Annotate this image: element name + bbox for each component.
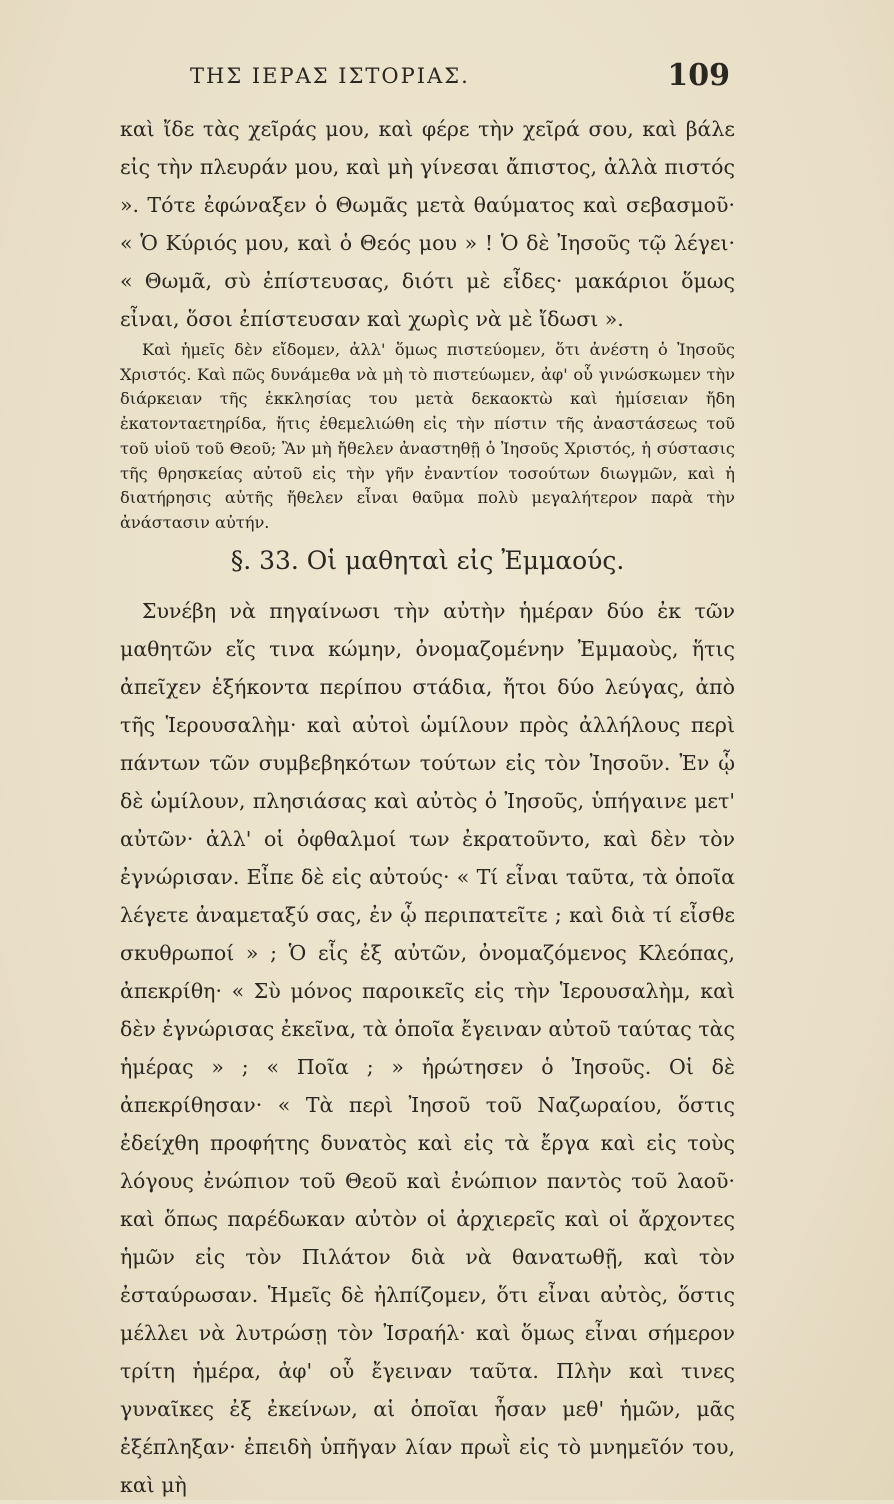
page-header: [120, 58, 740, 98]
page-number: 109: [667, 58, 730, 93]
paragraph-continuation: καὶ ἴδε τὰς χεῖράς μου, καὶ φέρε τὴν χεῖρά σου, καὶ βάλε εἰς τὴν πλευράν μου, καὶ μὴ γίνεσαι ἄπιστος, ἀλλὰ πιστός ». Τότε ἐφώναξεν ὁ Θωμᾶς μετὰ θαύματος καὶ σεβασμοῦ· « Ὁ Κύριός μου, καὶ ὁ Θεός μου » ! Ὁ δὲ Ἰησοῦς τῷ λέγει· « Θωμᾶ, σὺ ἐπίστευσας, διότι μὲ εἶδες· μακάριοι ὅμως εἶναι, ὅσοι ἐπίστευσαν καὶ χωρὶς νὰ μὲ ἴδωσι ».: [120, 117, 735, 331]
paragraph-commentary: Καὶ ἡμεῖς δὲν εἴδομεν, ἀλλ' ὅμως πιστεύομεν, ὅτι ἀνέστη ὁ Ἰησοῦς Χριστός. Καὶ πῶς δυνάμεθα νὰ μὴ τὸ πιστεύωμεν, ἀφ' οὗ γινώσκωμεν τὴν διάρκειαν τῆς ἐκκλησίας του μετὰ δεκαοκτὼ καὶ ἡμίσειαν ἤδη ἑκατονταετηρίδα, ἥτις ἐθεμελιώθη εἰς τὴν πίστιν τῆς ἀναστάσεως τοῦ τοῦ υἱοῦ τοῦ Θεοῦ; Ἂν μὴ ἤθελεν ἀναστηθῇ ὁ Ἰησοῦς Χριστός, ἡ σύστασις τῆς θρησκείας αὐτοῦ εἰς τὴν γῆν ἐναντίον τοσούτων διωγμῶν, καὶ ἡ διατήρησις αὐτῆς ἤθελεν εἶναι θαῦμα πολὺ μεγαλήτερον παρὰ τὴν ἀνάστασιν αὐτήν.: [120, 340, 735, 532]
section-body: Συνέβη νὰ πηγαίνωσι τὴν αὐτὴν ἡμέραν δύο ἐκ τῶν μαθητῶν εἴς τινα κώμην, ὀνομαζομένην Ἐμμαοὺς, ἥτις ἀπεῖχεν ἑξήκοντα περίπου στάδια, ἤτοι δύο λεύγας, ἀπὸ τῆς Ἱερουσαλὴμ· καὶ αὐτοὶ ὡμίλουν πρὸς ἀλλήλους περὶ πάντων τῶν συμβεβηκότων τούτων εἰς τὸν Ἰησοῦν. Ἐν ᾧ δὲ ὡμίλουν, πλησιάσας καὶ αὐτὸς ὁ Ἰησοῦς, ὑπήγαινε μετ' αὐτῶν· ἀλλ' οἱ ὀφθαλμοί των ἐκρατοῦντο, καὶ δὲν τὸν ἐγνώρισαν. Εἶπε δὲ εἰς αὐτούς· « Τί εἶναι ταῦτα, τὰ ὁποῖα λέγετε ἀναμεταξύ σας, ἐν ᾧ περιπατεῖτε ; καὶ διὰ τί εἶσθε σκυθρωποί » ; Ὁ εἷς ἐξ αὐτῶν, ὀνομαζόμενος Κλεόπας, ἀπεκρίθη· « Σὺ μόνος παροικεῖς εἰς τὴν Ἱερουσαλὴμ, καὶ δὲν ἐγνώρισας ἐκεῖνα, τὰ ὁποῖα ἔγειναν αὐτοῦ ταύτας τὰς ἡμέρας » ; « Ποῖα ; » ἠρώτησεν ὁ Ἰησοῦς. Οἱ δὲ ἀπεκρίθησαν· « Τὰ περὶ Ἰησοῦ τοῦ Ναζωραίου, ὅστις ἐδείχθη προφήτης δυνατὸς καὶ εἰς τὰ ἔργα καὶ εἰς τοὺς λόγους ἐνώπιον τοῦ Θεοῦ καὶ ἐνώπιον παντὸς τοῦ λαοῦ· καὶ ὅπως παρέδωκαν αὐτὸν οἱ ἀρχιερεῖς καὶ οἱ ἄρχοντες ἡμῶν εἰς τὸν Πιλάτον διὰ νὰ θανατωθῇ, καὶ τὸν ἐσταύρωσαν. Ἡμεῖς δὲ ἠλπίζομεν, ὅτι εἶναι αὐτὸς, ὅστις μέλλει νὰ λυτρώσῃ τὸν Ἰσραήλ· καὶ ὅμως εἶναι σήμερον τρίτη ἡμέρα, ἀφ' οὗ ἔγειναν ταῦτα. Πλὴν καὶ τινες γυναῖκες ἐξ ἐκείνων, αἱ ὁποῖαι ἦσαν μεθ' ἡμῶν, μᾶς ἐξέπληξαν· ἐπειδὴ ὑπῆγαν λίαν πρωῒ εἰς τὸ μνημεῖόν του, καὶ μὴ: [120, 599, 735, 1497]
running-head: ΤΗΣ ΙΕΡΑΣ ΙΣΤΟΡΙΑΣ.: [190, 64, 470, 88]
section-heading: §. 33. Οἱ μαθηταὶ εἰς Ἐμμαούς.: [230, 546, 625, 575]
